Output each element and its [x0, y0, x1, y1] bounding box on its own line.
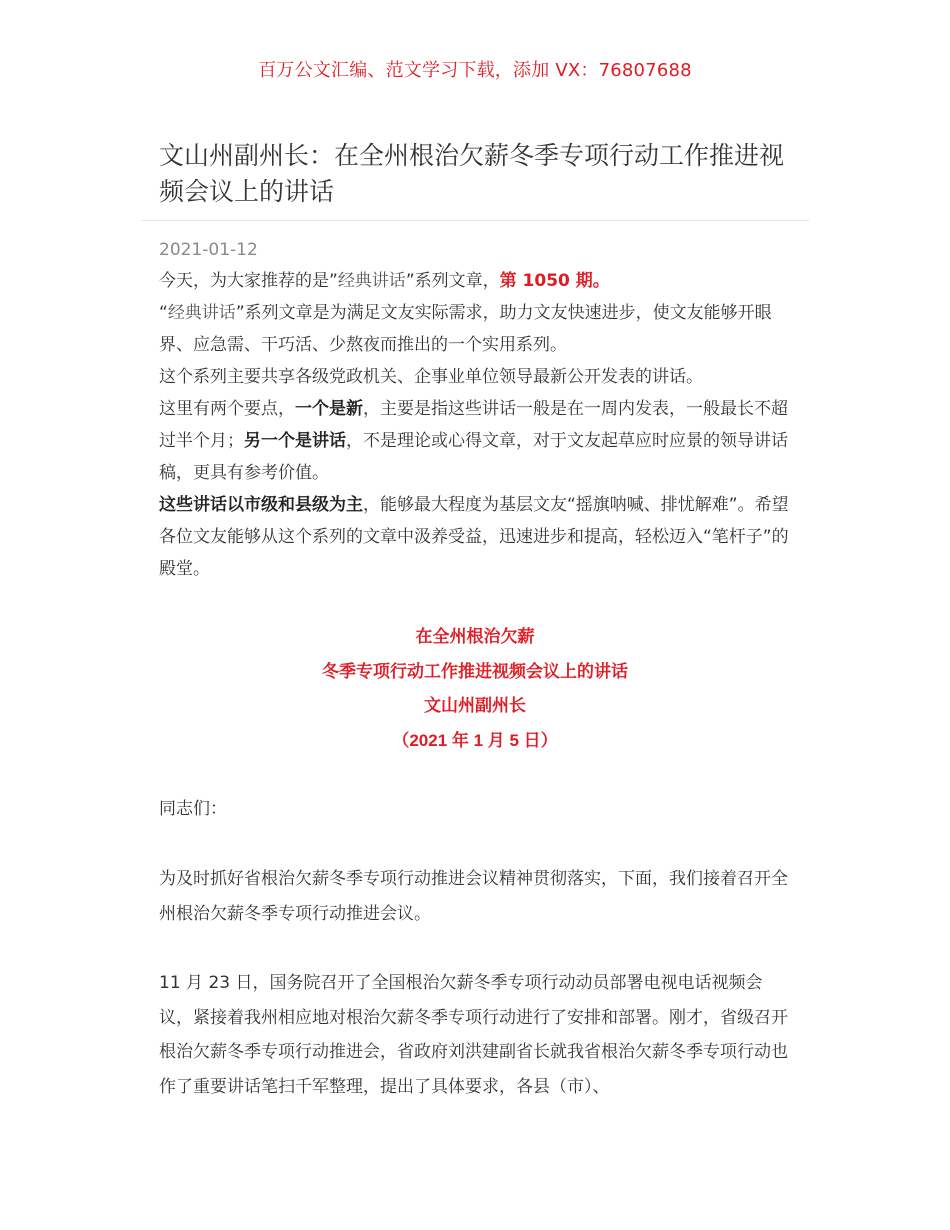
speech-heading-date: （2021 年 1 月 5 日）: [392, 730, 558, 750]
speech-salutation: 同志们：: [159, 799, 227, 819]
intro-p1-text-b: ”系列文章，: [405, 271, 500, 291]
publish-date: 2021-01-12: [159, 240, 258, 260]
speech-paragraph-2: 11 月 23 日，国务院召开了全国根治欠薪冬季专项行动动员部署电视电话视频会议，紧接着我州相应地对根治欠薪冬季专项行动进行了安排和部署。刚才，省级召开根治欠薪冬季专项行动推进会，省政府刘洪建副省长就我省根治欠薪冬季专项行动也作了重要讲话笔扫千军整理，提出了具体要求，各县（市）、: [159, 973, 788, 1097]
intro-p5-text: ，能够最大程度为基层文友“摇旗呐喊、排忧解难”。希望各位文友能够从这个系列的文章中汲养受益，迅速进步和提高，轻松迈入“笔杆子”的殿堂。: [159, 495, 789, 579]
title-divider: [141, 220, 809, 221]
intro-paragraph-5: [159, 489, 795, 585]
focus-statement: 这些讲话以市级和县级为主: [159, 495, 363, 515]
intro-paragraph-4: [159, 393, 795, 489]
speech-heading-line-1: 在全州根治欠薪: [415, 627, 535, 646]
intro-p4-text-d: ，不是理论或心得文章，对于文友起草应时应景的领导讲话稿，更具有参考价值。: [159, 431, 788, 483]
speech-heading-line-2: 冬季专项行动工作推进视频会议上的讲话: [322, 661, 628, 681]
series-name: 经典讲话: [337, 271, 406, 291]
intro-p4-text-c: ，主要是指这些讲话一般是在一周内发表，一般最长不超过半个月；: [159, 399, 788, 451]
speech-heading: [0, 620, 950, 758]
intro-paragraph-2: [159, 297, 795, 361]
issue-number: 第 1050 期。: [499, 271, 610, 291]
speech-salutation-block: [159, 792, 795, 827]
speech-heading-speaker: 文山州副州长: [424, 696, 526, 715]
speech-paragraph-2-block: [159, 966, 795, 1104]
intro-p1-text-a: 今天，为大家推荐的是”: [159, 271, 338, 291]
point-two: 另一个是讲话: [244, 431, 346, 451]
intro-p2-text: ”系列文章是为满足文友实际需求，助力文友快速进步，使文友能够开眼界、应急需、干巧活、少熬夜而推出的一个实用系列。: [159, 303, 772, 355]
intro-p4-text-a: 这里有两个要点，: [159, 399, 295, 419]
intro-p2-quote: “: [159, 303, 168, 323]
intro-paragraph-1: [159, 265, 795, 297]
article-title: 文山州副州长：在全州根治欠薪冬季专项行动工作推进视频会议上的讲话: [159, 141, 785, 206]
speech-paragraph-1: 为及时抓好省根治欠薪冬季专项行动推进会议精神贯彻落实，下面，我们接着召开全州根治欠薪冬季专项行动推进会议。: [159, 869, 788, 924]
promo-banner: 百万公文汇编、范文学习下载，添加 VX：76807688: [258, 60, 692, 81]
series-name-2: 经典讲话: [167, 303, 236, 323]
intro-paragraph-3: 这个系列主要共享各级党政机关、企事业单位领导最新公开发表的讲话。: [159, 367, 703, 387]
speech-paragraph-1-block: [159, 862, 795, 931]
intro-section: [159, 265, 795, 585]
point-one: 一个是新: [295, 399, 363, 419]
